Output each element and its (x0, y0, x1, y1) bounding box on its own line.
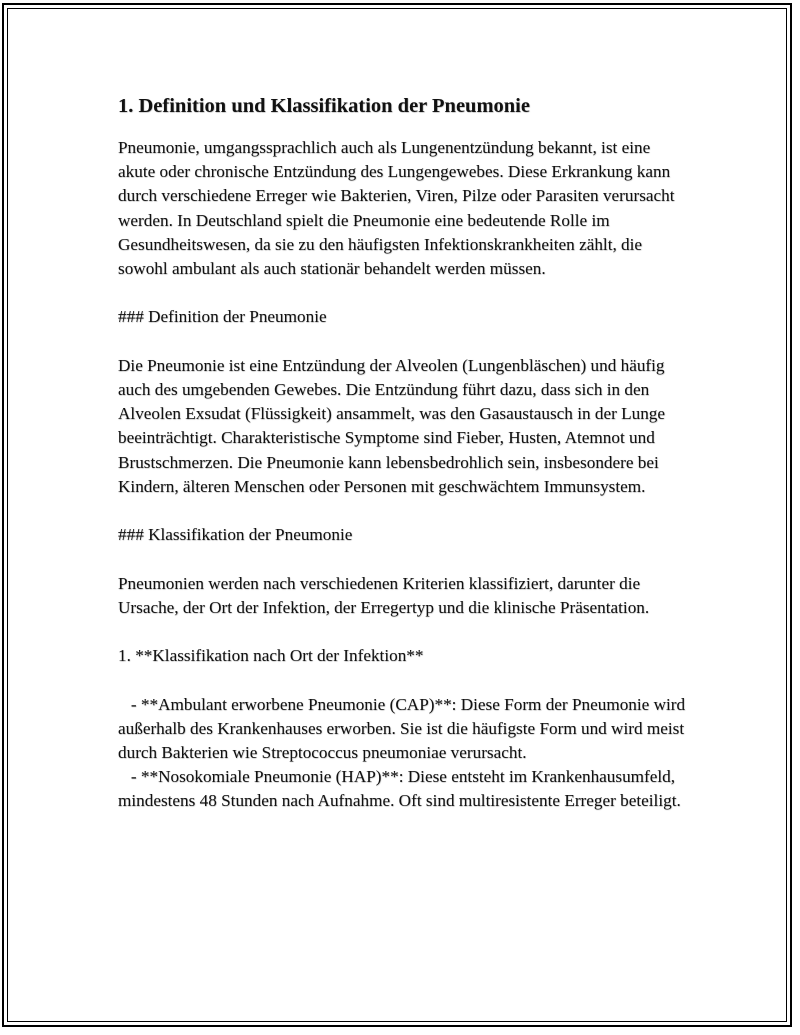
list-item-cap: - **Ambulant erworbene Pneumonie (CAP)**: Diese Form der Pneumonie wird außerhalb des Krankenhauses erworben. Sie ist die häufigste Form und wird meist durch Bakterien wie Streptococcus pneumoniae verursacht. (118, 694, 690, 762)
list-item-hap: - **Nosokomiale Pneumonie (HAP)**: Diese entsteht im Krankenhausumfeld, mindestens 48 Stunden nach Aufnahme. Oft sind multiresistente Erreger beteiligt. (118, 767, 681, 811)
classification-section-body: Pneumonien werden nach verschiedenen Kriterien klassifiziert, darunter die Ursache, der Ort der Infektion, der Erregertyp und die klinische Präsentation. (118, 573, 650, 617)
definition-section-title: ### Definition der Pneumonie (118, 307, 327, 327)
document-body (118, 92, 688, 814)
intro-paragraph: Pneumonie, umgangssprachlich auch als Lungenentzündung bekannt, ist eine akute oder chronische Entzündung des Lungengewebes. Diese Erkrankung kann durch verschiedene Erreger wie Bakterien, Viren, Pilze oder Parasiten verursacht werden. In Deutschland spielt die Pneumonie eine bedeutende Rolle im Gesundheitswesen, da sie zu den häufigsten Infektionskrankheiten zählt, die sowohl ambulant als auch stationär behandelt werden müssen. (118, 138, 675, 279)
definition-section-body: Die Pneumonie ist eine Entzündung der Alveolen (Lungenbläschen) und häufig auch des umgebenden Gewebes. Die Entzündung führt dazu, dass sich in den Alveolen Exsudat (Flüssigkeit) ansammelt, was den Gasaustausch in der Lunge beeinträchtigt. Charakteristische Symptome sind Fieber, Husten, Atemnot und Brustschmerzen. Die Pneumonie kann lebensbedrohlich sein, insbesondere bei Kindern, älteren Menschen oder Personen mit geschwächtem Immunsystem. (118, 355, 666, 496)
classification-section-title: ### Klassifikation der Pneumonie (118, 525, 353, 545)
list-title: 1. **Klassifikation nach Ort der Infektion** (118, 646, 424, 666)
document-heading: 1. Definition und Klassifikation der Pneumonie (118, 95, 530, 117)
